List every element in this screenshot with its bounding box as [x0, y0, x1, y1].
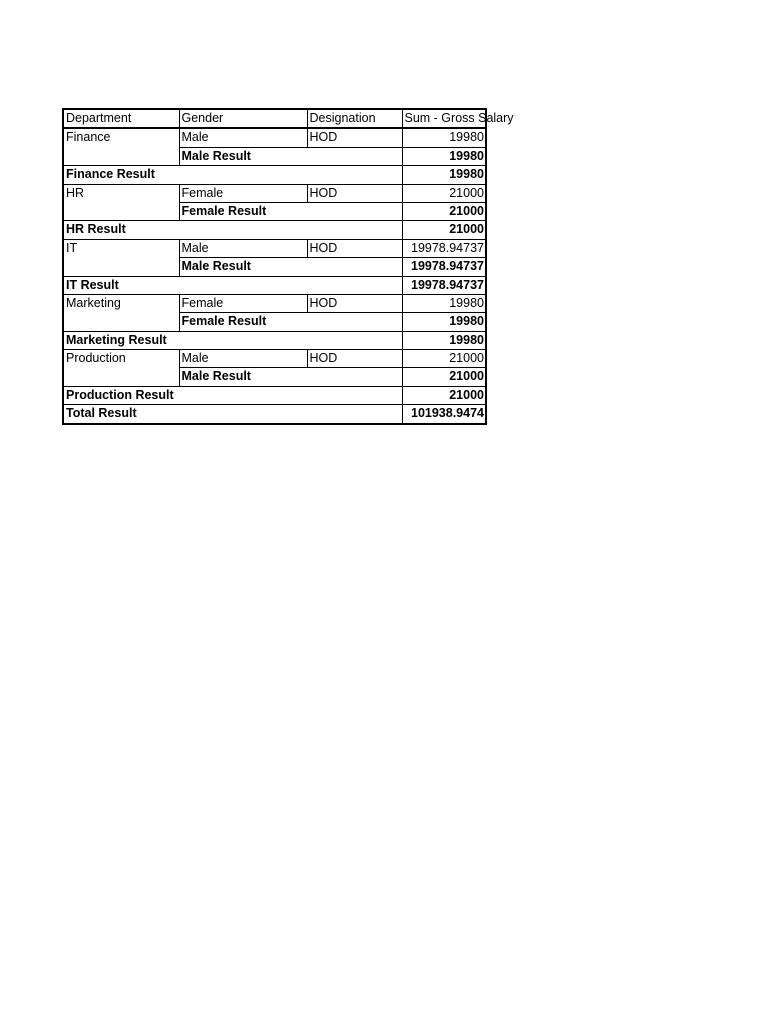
gender-result-label[interactable]: Male Result: [179, 258, 402, 276]
department-result-label[interactable]: Production Result: [63, 386, 402, 404]
department-result-value[interactable]: 21000: [402, 221, 486, 239]
department-result-value[interactable]: 19980: [402, 331, 486, 349]
designation-cell[interactable]: HOD: [307, 294, 402, 312]
department-result-label[interactable]: HR Result: [63, 221, 402, 239]
header-department[interactable]: Department: [63, 109, 179, 128]
department-cell[interactable]: IT: [63, 239, 179, 276]
header-gross-salary-label: Sum - Gross Salary: [404, 111, 514, 125]
department-cell[interactable]: Production: [63, 350, 179, 387]
detail-row: [63, 128, 486, 147]
gender-result-value[interactable]: 19980: [402, 313, 486, 331]
header-gender[interactable]: Gender: [179, 109, 307, 128]
detail-row: [63, 294, 486, 312]
department-cell[interactable]: Marketing: [63, 294, 179, 331]
department-result-value[interactable]: 19978.94737: [402, 276, 486, 294]
detail-row: [63, 184, 486, 202]
department-subtotal-row: [63, 386, 486, 404]
header-designation[interactable]: Designation: [307, 109, 402, 128]
gross-salary-cell[interactable]: 19980: [402, 294, 486, 312]
total-result-value[interactable]: 101938.9474: [402, 405, 486, 424]
total-row: [63, 405, 486, 424]
gender-result-label[interactable]: Female Result: [179, 202, 402, 220]
department-subtotal-row: [63, 221, 486, 239]
gender-cell[interactable]: Male: [179, 239, 307, 257]
gender-result-label[interactable]: Female Result: [179, 313, 402, 331]
gross-salary-cell[interactable]: 21000: [402, 350, 486, 368]
department-cell[interactable]: Finance: [63, 128, 179, 165]
department-result-label[interactable]: Marketing Result: [63, 331, 402, 349]
gender-result-label[interactable]: Male Result: [179, 368, 402, 386]
gender-result-value[interactable]: 21000: [402, 202, 486, 220]
department-subtotal-row: [63, 331, 486, 349]
gross-salary-cell[interactable]: 19978.94737: [402, 239, 486, 257]
department-result-value[interactable]: 21000: [402, 386, 486, 404]
designation-cell[interactable]: HOD: [307, 184, 402, 202]
department-result-label[interactable]: Finance Result: [63, 166, 402, 184]
department-subtotal-row: [63, 166, 486, 184]
gender-cell[interactable]: Male: [179, 350, 307, 368]
gender-cell[interactable]: Female: [179, 184, 307, 202]
gender-cell[interactable]: Female: [179, 294, 307, 312]
designation-cell[interactable]: HOD: [307, 128, 402, 147]
header-row: [63, 109, 486, 128]
department-subtotal-row: [63, 276, 486, 294]
gross-salary-cell[interactable]: 19980: [402, 128, 486, 147]
detail-row: [63, 350, 486, 368]
gender-cell[interactable]: Male: [179, 128, 307, 147]
gross-salary-cell[interactable]: 21000: [402, 184, 486, 202]
department-cell[interactable]: HR: [63, 184, 179, 221]
gender-result-value[interactable]: 21000: [402, 368, 486, 386]
department-result-label[interactable]: IT Result: [63, 276, 402, 294]
designation-cell[interactable]: HOD: [307, 239, 402, 257]
gender-result-label[interactable]: Male Result: [179, 147, 402, 165]
department-result-value[interactable]: 19980: [402, 166, 486, 184]
gender-result-value[interactable]: 19978.94737: [402, 258, 486, 276]
header-gross-salary[interactable]: [402, 109, 514, 128]
pivot-table: [62, 108, 514, 425]
gender-result-value[interactable]: 19980: [402, 147, 486, 165]
detail-row: [63, 239, 486, 257]
designation-cell[interactable]: HOD: [307, 350, 402, 368]
total-result-label[interactable]: Total Result: [63, 405, 402, 424]
